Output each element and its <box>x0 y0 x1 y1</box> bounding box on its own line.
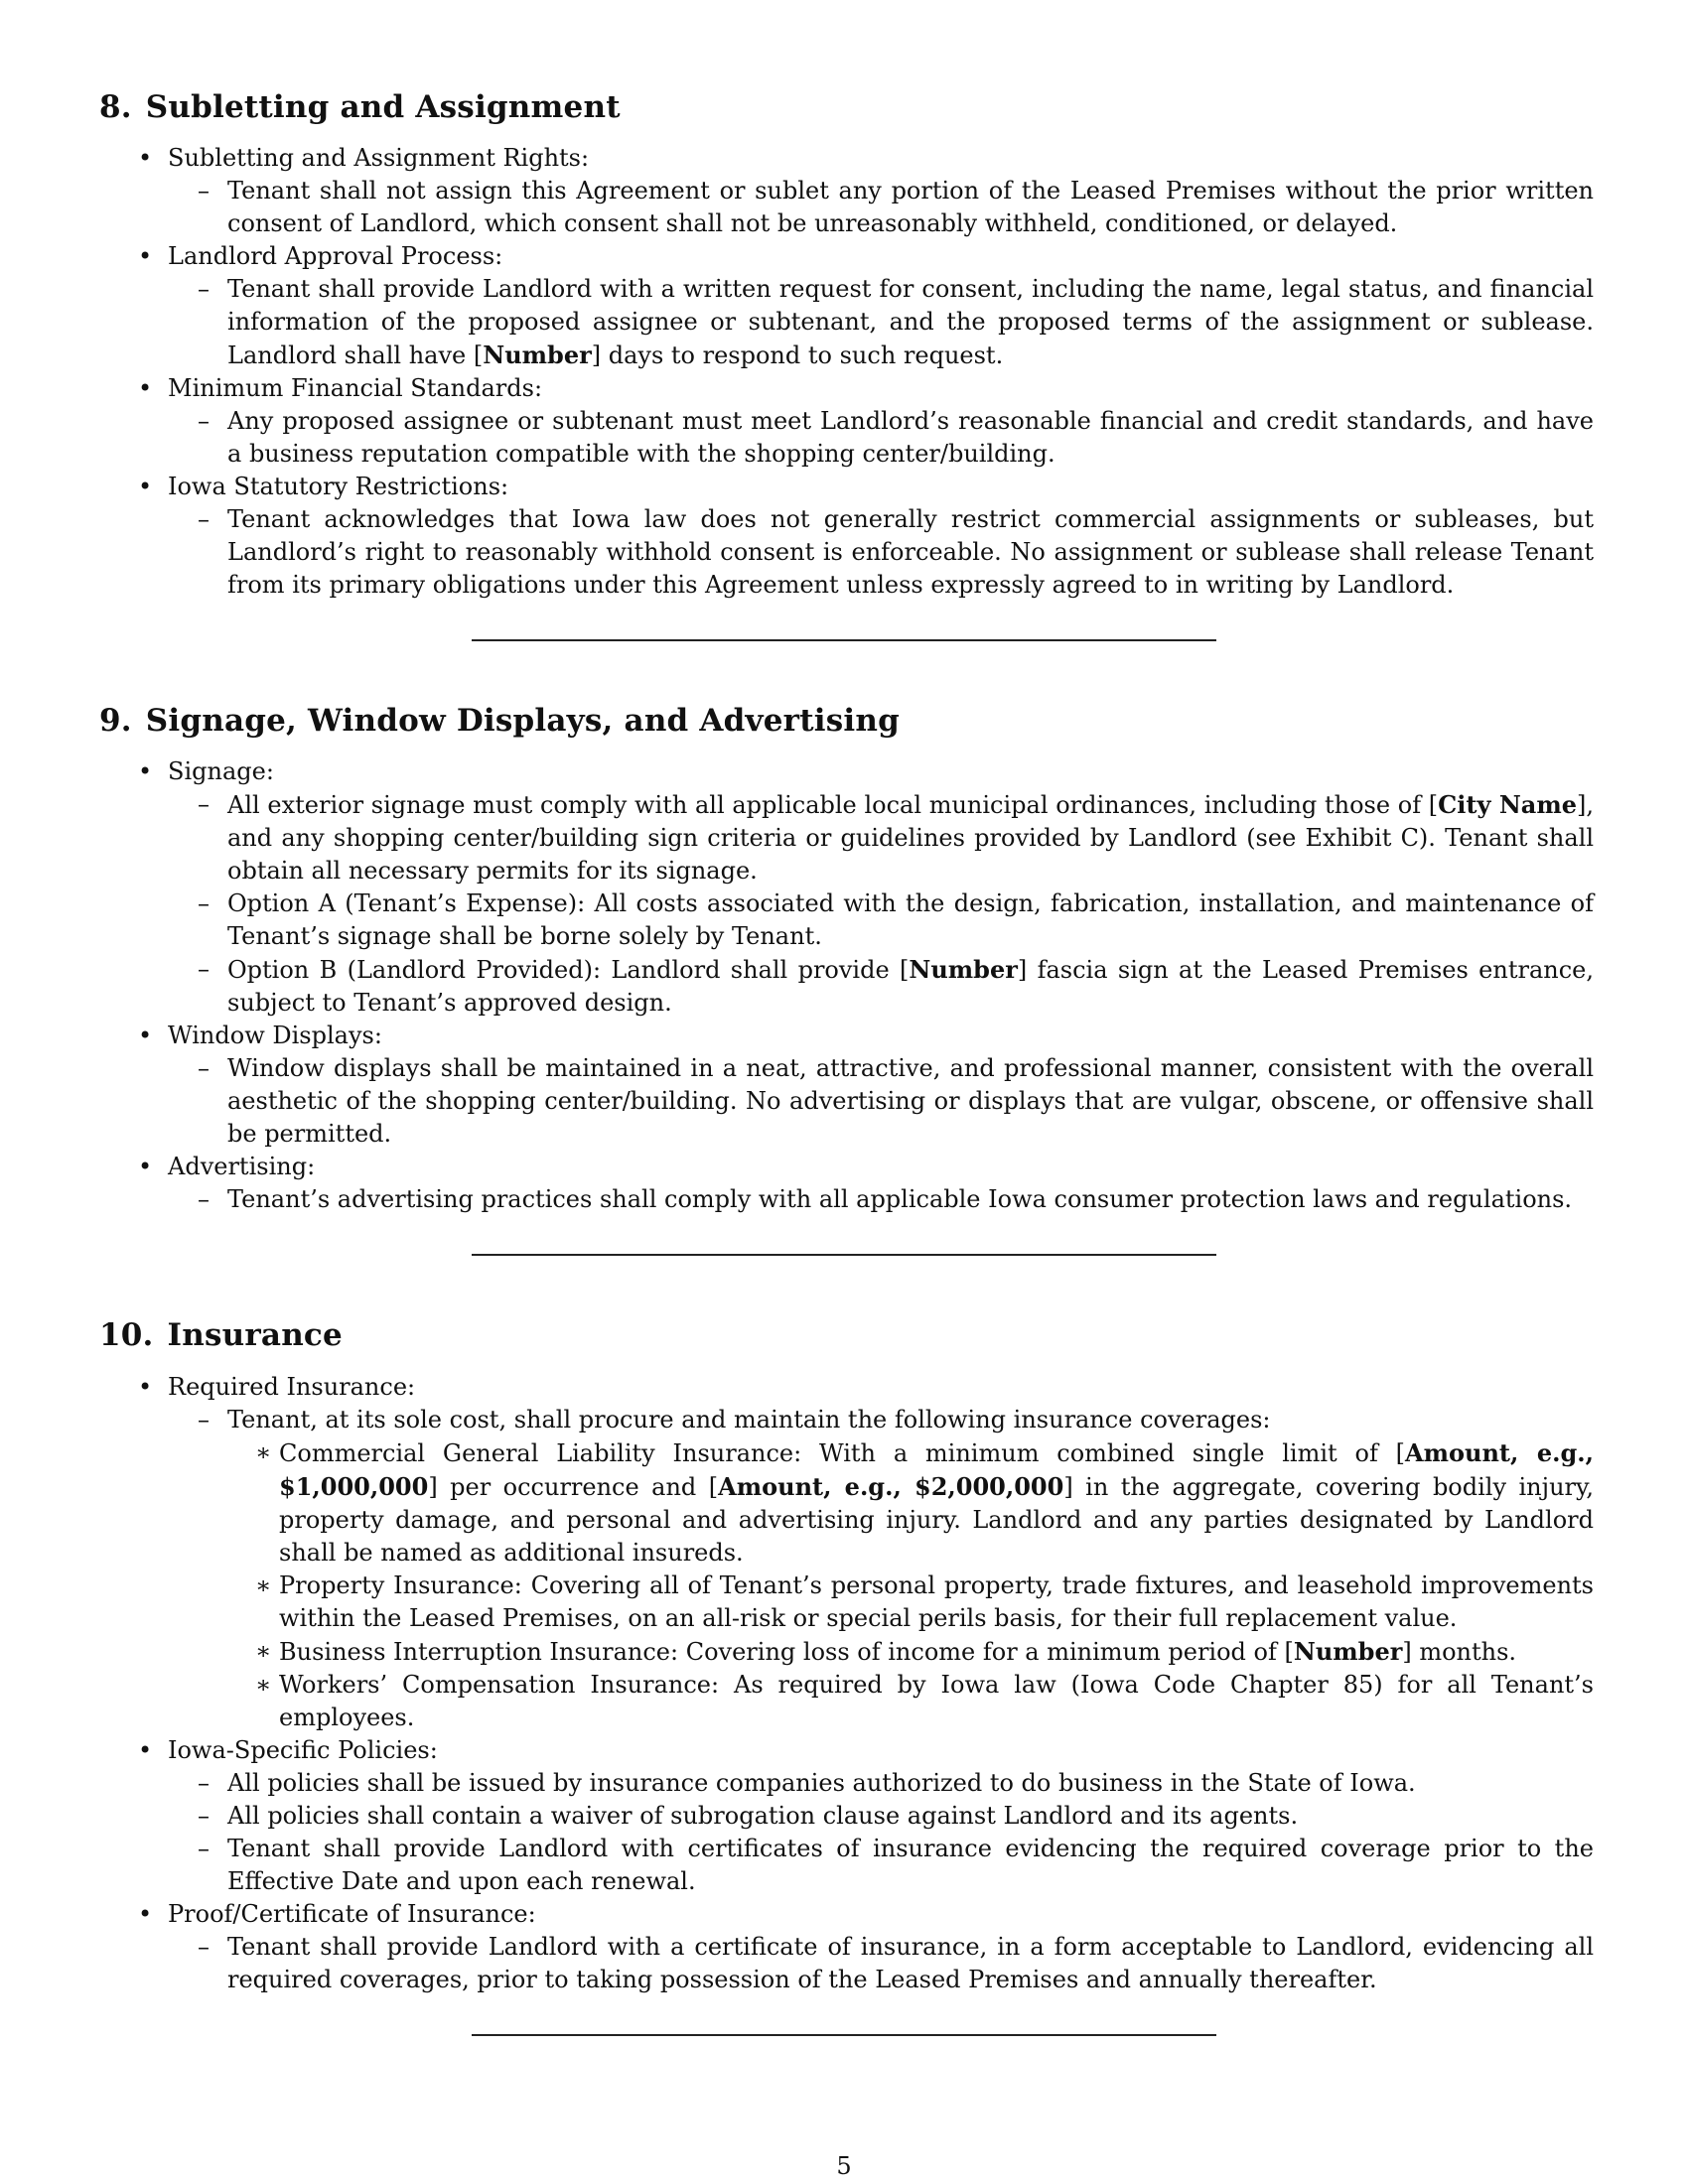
section-signage <box>99 703 1594 1256</box>
coverage-item: ∗ Commercial General Liability Insurance: With a minimum combined single limit of [Amount, e.g., $1,000,000] per occurrence and [Amount, e.g., $2,000,000] in the aggregate, covering bodily injury, property damage, and personal and advertising injury. Landlord and any parties designated by Landlord shall be named as additional insureds. <box>227 1436 1594 1570</box>
list-item: • Landlord Approval Process: – Tenant shall provide Landlord with a written request for consent, including the name, legal status, and financial information of the proposed assignee or subtenant, and the proposed terms of the assignment or sublease. Landlord shall have [Number] days to respond to such request. <box>99 240 1594 372</box>
sub-list-item: – Tenant shall provide Landlord with a written request for consent, including the name, legal status, and financial information of the proposed assignee or subtenant, and the proposed terms of the assignment or sublease. Landlord shall have [Number] days to respond to such request. <box>168 273 1594 372</box>
bullet-list <box>99 142 1594 602</box>
sub-list-item: – Option A (Tenant’s Expense): All costs associated with the design, fabrication, installation, and maintenance of Tenant’s signage shall be borne solely by Tenant. <box>168 887 1594 953</box>
list-item: • Proof/Certificate of Insurance: – Tenant shall provide Landlord with a certificate of insurance, in a form acceptable to Landlord, evidencing all required coverages, prior to taking possession of the Leased Premises and annually thereafter. <box>99 1898 1594 1996</box>
list-item: • Window Displays: – Window displays shall be maintained in a neat, attractive, and professional manner, consistent with the overall aesthetic of the shopping center/building. No advertising or displays that are vulgar, obscene, or offensive shall be permitted. <box>99 1020 1594 1151</box>
section-heading: 9. Signage, Window Displays, and Advertising <box>99 703 900 740</box>
sub-list-item: – Tenant’s advertising practices shall comply with all applicable Iowa consumer protection laws and regulations. <box>168 1183 1594 1216</box>
bullet-list <box>99 1371 1594 1996</box>
sub-list-item: – Option B (Landlord Provided): Landlord shall provide [Number] fascia sign at the Leased Premises entrance, subject to Tenant’s approved design. <box>168 953 1594 1020</box>
section-divider <box>472 639 1216 641</box>
coverage-item: ∗ Workers’ Compensation Insurance: As required by Iowa law (Iowa Code Chapter 85) for all Tenant’s employees. <box>227 1669 1594 1734</box>
list-item: • Iowa Statutory Restrictions: – Tenant acknowledges that Iowa law does not generally restrict commercial assignments or subleases, but Landlord’s right to reasonably withhold consent is enforceable. No assignment or sublease shall release Tenant from its primary obligations under this Agreement unless expressly agreed to in writing by Landlord. <box>99 471 1594 602</box>
list-item: • Iowa-Specific Policies: – All policies shall be issued by insurance companies authorized to do business in the State of Iowa. – All policies shall contain a waiver of subrogation clause against Landlord and its agents. – Tenant shall provide Landlord with certificates of insurance evidencing the required coverage prior to the Effective Date and upon each renewal. <box>99 1734 1594 1898</box>
sub-list-item: – Tenant shall provide Landlord with certificates of insurance evidencing the required coverage prior to the Effective Date and upon each renewal. <box>168 1833 1594 1898</box>
sub-list-item: – Any proposed assignee or subtenant must meet Landlord’s reasonable financial and credit standards, and have a business reputation compatible with the shopping center/building. <box>168 405 1594 471</box>
section-subletting <box>99 89 1594 641</box>
list-item: • Required Insurance: – Tenant, at its sole cost, shall procure and maintain the following insurance coverages: ∗ Commercial General Liability Insurance: With a minimum combined single limit of [Amount, e.g., $1,000,000] per occurrence and [Amount, e.g., $2,000,000] in the aggregate, covering bodily injury, property damage, and personal and advertising injury. Landlord and any parties designated by Landlord shall be named as additional insureds. ∗ Property Insurance: Covering all of Tenant’s personal property, trade fixtures, and leasehold improvements within the Leased Premises, on an all-risk or special perils basis, for their full replacement value. ∗ Business Interruption Insurance: Covering loss of income for a minimum period of [Number] months. ∗ Workers’ Compensation Insurance: As required by Iowa law (Iowa Code Chapter 85) for all Tenant’s employees. <box>99 1371 1594 1734</box>
section-divider <box>472 2034 1216 2036</box>
bullet-list <box>99 755 1594 1216</box>
list-item: • Advertising: – Tenant’s advertising practices shall comply with all applicable Iowa consumer protection laws and regulations. <box>99 1151 1594 1216</box>
list-item: • Subletting and Assignment Rights: – Tenant shall not assign this Agreement or sublet any portion of the Leased Premises without the prior written consent of Landlord, which consent shall not be unreasonably withheld, conditioned, or delayed. <box>99 142 1594 240</box>
page-number: 5 <box>836 2152 852 2180</box>
list-item: • Signage: – All exterior signage must comply with all applicable local municipal ordinances, including those of [City Name], and any shopping center/building sign criteria or guidelines provided by Landlord (see Exhibit C). Tenant shall obtain all necessary permits for its signage. – Option A (Tenant’s Expense): All costs associated with the design, fabrication, installation, and maintenance of Tenant’s signage shall be borne solely by Tenant. – Option B (Landlord Provided): Landlord shall provide [Number] fascia sign at the Leased Premises entrance, subject to Tenant’s approved design. <box>99 755 1594 1020</box>
sub-list-item: – All policies shall be issued by insurance companies authorized to do business in the State of Iowa. <box>168 1767 1594 1800</box>
section-divider <box>472 1254 1216 1256</box>
sub-list-item: – Tenant, at its sole cost, shall procure and maintain the following insurance coverages: ∗ Commercial General Liability Insurance: With a minimum combined single limit of [Amount, e.g., $1,000,000] per occurrence and [Amount, e.g., $2,000,000] in the aggregate, covering bodily injury, property damage, and personal and advertising injury. Landlord and any parties designated by Landlord shall be named as additional insureds. ∗ Property Insurance: Covering all of Tenant’s personal property, trade fixtures, and leasehold improvements within the Leased Premises, on an all-risk or special perils basis, for their full replacement value. ∗ Business Interruption Insurance: Covering loss of income for a minimum period of [Number] months. ∗ Workers’ Compensation Insurance: As required by Iowa law (Iowa Code Chapter 85) for all Tenant’s employees. <box>168 1404 1594 1734</box>
section-insurance <box>99 1317 1594 2035</box>
list-item: • Minimum Financial Standards: – Any proposed assignee or subtenant must meet Landlord’s reasonable financial and credit standards, and have a business reputation compatible with the shopping center/building. <box>99 372 1594 471</box>
coverage-item: ∗ Property Insurance: Covering all of Tenant’s personal property, trade fixtures, and leasehold improvements within the Leased Premises, on an all-risk or special perils basis, for their full replacement value. <box>227 1570 1594 1635</box>
sub-list-item: – All policies shall contain a waiver of subrogation clause against Landlord and its agents. <box>168 1800 1594 1833</box>
sub-list-item: – Tenant shall not assign this Agreement or sublet any portion of the Leased Premises without the prior written consent of Landlord, which consent shall not be unreasonably withheld, conditioned, or delayed. <box>168 175 1594 240</box>
sub-list-item: – All exterior signage must comply with all applicable local municipal ordinances, including those of [City Name], and any shopping center/building sign criteria or guidelines provided by Landlord (see Exhibit C). Tenant shall obtain all necessary permits for its signage. <box>168 788 1594 887</box>
section-heading: 8. Subletting and Assignment <box>99 89 621 125</box>
sub-list-item: – Tenant shall provide Landlord with a certificate of insurance, in a form acceptable to Landlord, evidencing all required coverages, prior to taking possession of the Leased Premises and annually thereafter. <box>168 1931 1594 1996</box>
sub-list-item: – Tenant acknowledges that Iowa law does not generally restrict commercial assignments or subleases, but Landlord’s right to reasonably withhold consent is enforceable. No assignment or sublease shall release Tenant from its primary obligations under this Agreement unless expressly agreed to in writing by Landlord. <box>168 503 1594 602</box>
sub-list-item: – Window displays shall be maintained in a neat, attractive, and professional manner, consistent with the overall aesthetic of the shopping center/building. No advertising or displays that are vulgar, obscene, or offensive shall be permitted. <box>168 1052 1594 1151</box>
coverage-item: ∗ Business Interruption Insurance: Covering loss of income for a minimum period of [Number] months. <box>227 1635 1594 1669</box>
document-page <box>99 89 1594 2098</box>
section-heading: 10. Insurance <box>99 1317 343 1354</box>
